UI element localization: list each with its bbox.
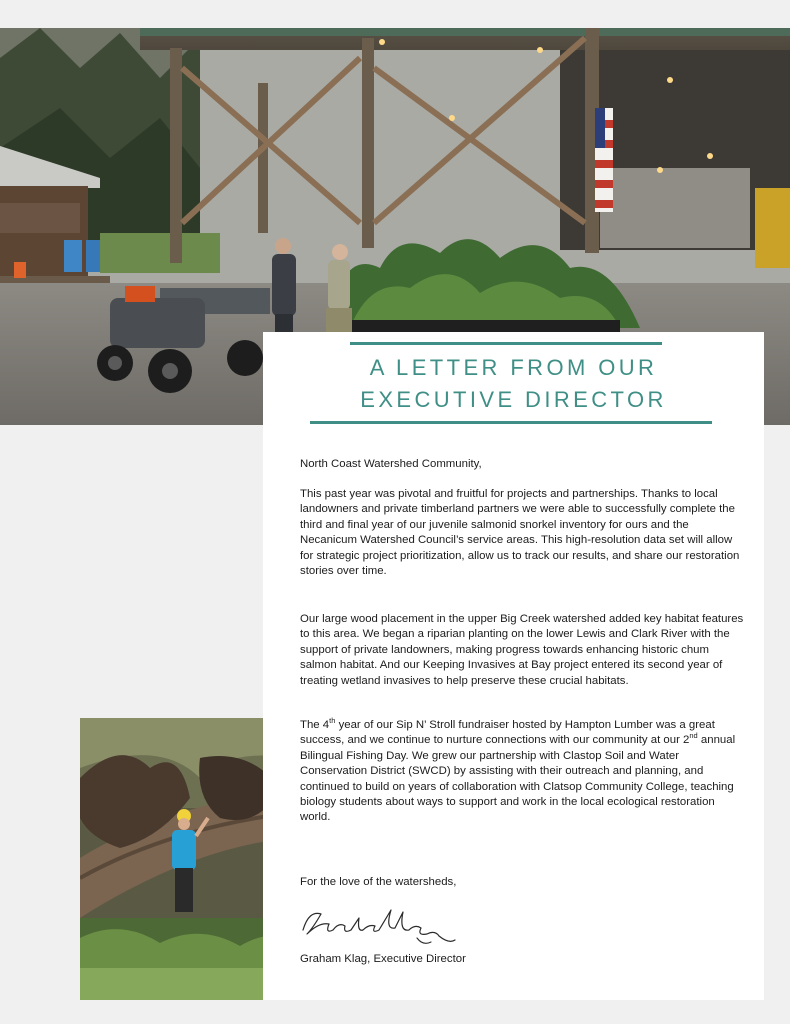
paragraph-1-text: This past year was pivotal and fruitful for projects and partnerships. Thanks to local landowners and private timberland partners we were able to successfully complete the third and final year of our juvenile salmonid snorkel inventory for ours and the Necanicum Watershed Council’s service areas. This high-resolution data set will allow for strategic project prioritization, allow us to track our results, and share our restoration stories over time. — [300, 488, 740, 578]
letter-signoff — [300, 952, 744, 967]
paragraph-3-part2: year of our Sip N’ Stroll fundraiser hosted by Hampton Lumber was a great success, and we continue to nurture connections with our community at our 2 — [300, 719, 715, 747]
ordinal-suffix-nd: nd — [689, 731, 698, 741]
inset-photo-illustration — [80, 718, 290, 1000]
letter-salutation — [300, 457, 744, 472]
letter-heading-line1: A LETTER FROM OUR — [369, 355, 658, 380]
paragraph-3-part1: The 4 — [300, 719, 330, 731]
letter-closing — [300, 875, 744, 890]
paragraph-3-part3: annual Bilingual Fishing Day. We grew our partnership with Clastop Soil and Water Conservation District (SWCD) by assisting with their outreach and planning, and continued to build on years of collaboration with Clatsop Community College, teaching biology students about ways to support and work in the local ecological restoration world. — [300, 734, 736, 824]
heading-top-rule — [350, 342, 662, 345]
letter-paragraph-1 — [300, 487, 744, 579]
paragraph-2-text: Our large wood placement in the upper Big Creek watershed added key habitat features to this area. We began a riparian planting on the lower Lewis and Clark River with the support of private landowners, making progress towards enhancing historic chum salmon habitat. And our Keeping Invasives at Bay project entered its second year of treating wetland invasives to help preserve these crucial habitats. — [300, 613, 744, 687]
letter-paragraph-2 — [300, 612, 744, 689]
ordinal-suffix-th: th — [329, 716, 336, 726]
handwritten-signature — [299, 900, 459, 948]
salutation-text: North Coast Watershed Community, — [300, 458, 482, 470]
letter-paragraph-3 — [300, 718, 744, 826]
inset-photo-uprooted-tree — [80, 718, 290, 1000]
letter-card — [263, 332, 764, 1000]
signoff-text: Graham Klag, Executive Director — [300, 953, 466, 965]
letter-heading-line2: EXECUTIVE DIRECTOR — [360, 387, 667, 412]
paragraph-3-text — [300, 718, 744, 826]
closing-text: For the love of the watersheds, — [300, 876, 457, 888]
heading-bottom-rule — [310, 421, 712, 424]
